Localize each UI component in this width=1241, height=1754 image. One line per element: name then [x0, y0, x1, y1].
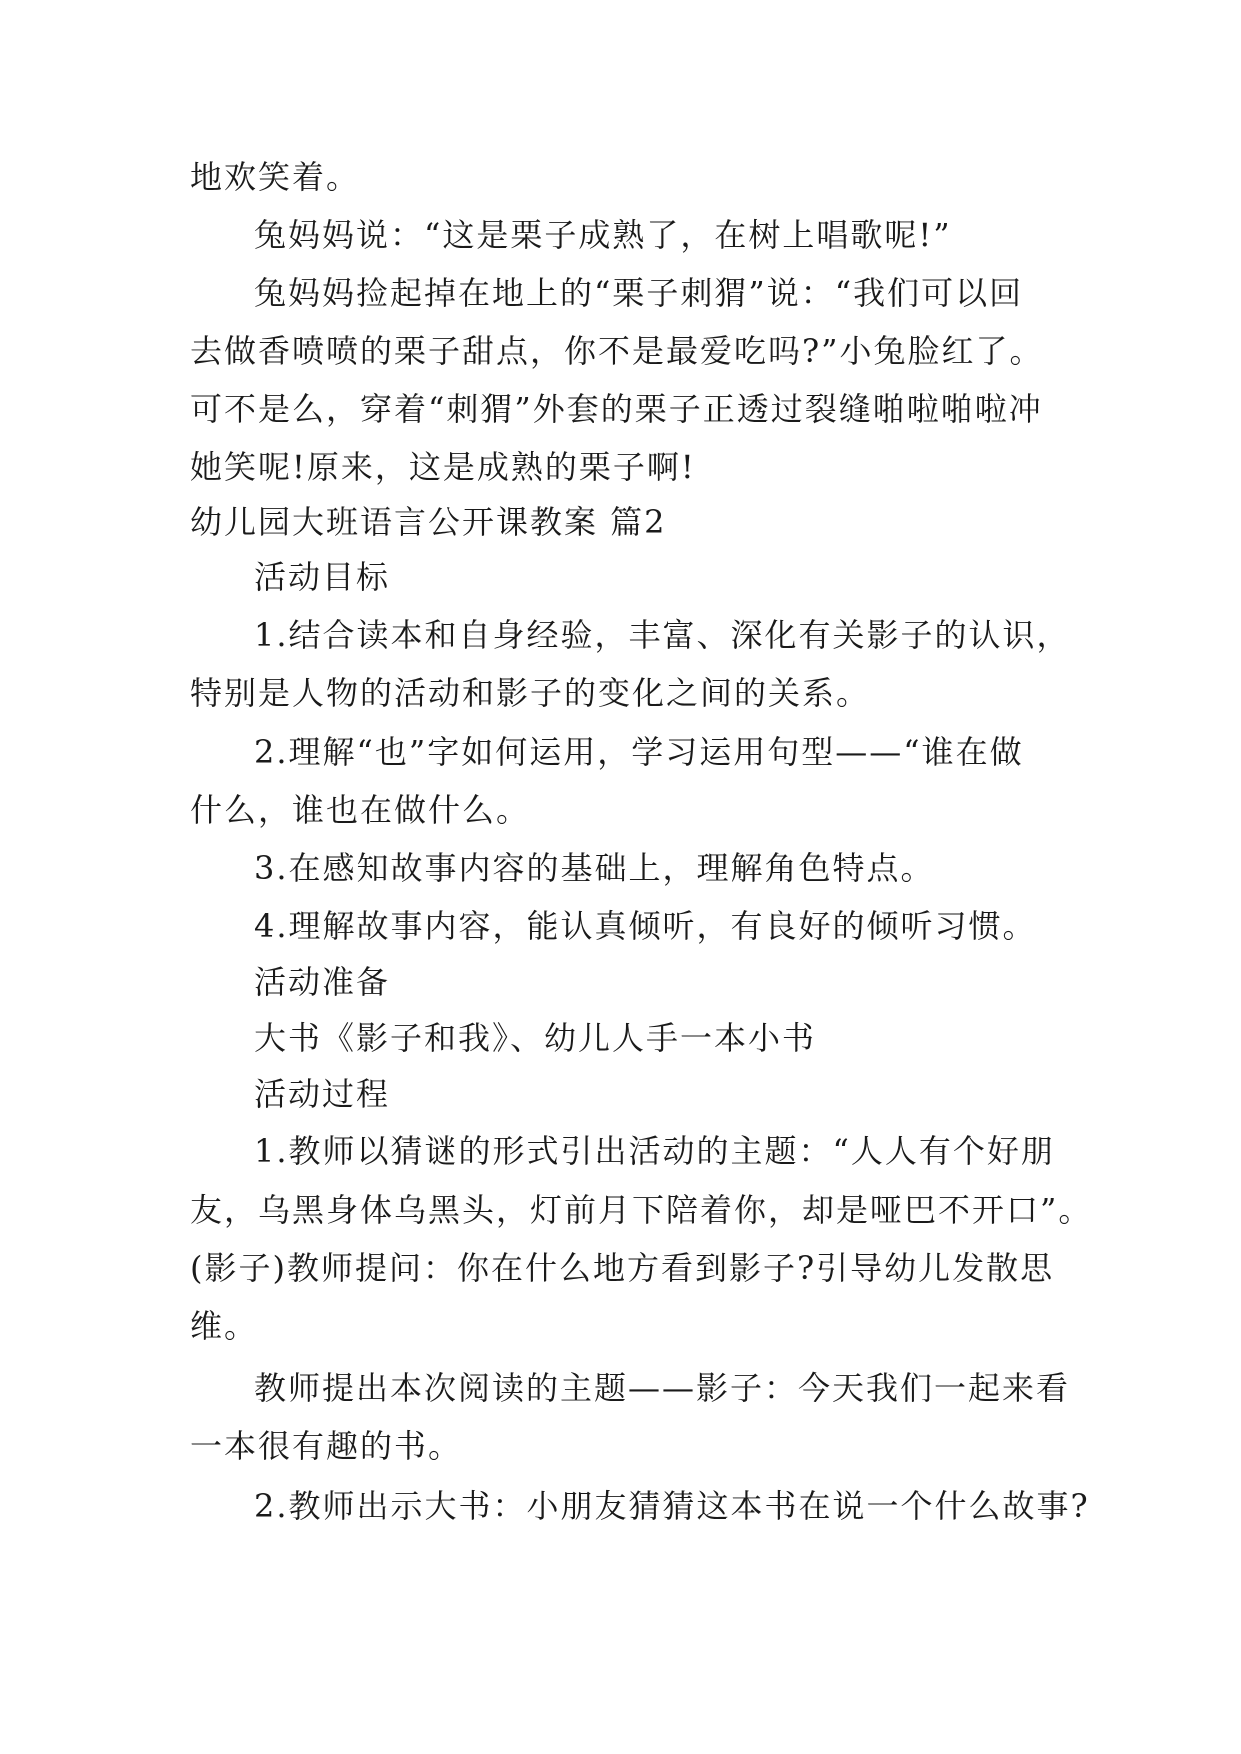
section-heading: 幼儿园大班语言公开课教案 篇2	[190, 503, 667, 541]
paragraph-line: 地欢笑着。	[190, 158, 361, 196]
paragraph-line: 特别是人物的活动和影子的变化之间的关系。	[190, 674, 871, 712]
list-item: 3.在感知故事内容的基础上，理解角色特点。	[254, 849, 935, 887]
paragraph-line: 什么，谁也在做什么。	[190, 791, 531, 829]
paragraph-line: 去做香喷喷的栗子甜点，你不是最爱吃吗?”小兔脸红了。	[190, 332, 1044, 370]
paragraph-line: 大书《影子和我》、幼儿人手一本小书	[254, 1019, 817, 1057]
paragraph-line: (影子)教师提问：你在什么地方看到影子?引导幼儿发散思	[190, 1249, 1055, 1287]
paragraph-line: 一本很有趣的书。	[190, 1427, 463, 1465]
subheading: 活动准备	[254, 963, 391, 1001]
paragraph-line: 友，乌黑身体乌黑头，灯前月下陪着你，却是哑巴不开口”。	[190, 1191, 1093, 1229]
list-item: 2.教师出示大书：小朋友猜猜这本书在说一个什么故事?	[254, 1487, 1090, 1525]
list-item: 2.理解“也”字如何运用，学习运用句型——“谁在做	[254, 733, 1024, 771]
paragraph-line: 兔妈妈捡起掉在地上的“栗子刺猬”说：“我们可以回	[254, 274, 1024, 312]
subheading: 活动目标	[254, 558, 391, 596]
list-item: 1.结合读本和自身经验，丰富、深化有关影子的认识，	[254, 616, 1071, 654]
paragraph-line: 教师提出本次阅读的主题——影子：今天我们一起来看	[254, 1369, 1071, 1407]
paragraph-line: 兔妈妈说：“这是栗子成熟了，在树上唱歌呢!”	[254, 216, 952, 254]
paragraph-line: 维。	[190, 1307, 259, 1345]
list-item: 1.教师以猜谜的形式引出活动的主题：“人人有个好朋	[254, 1132, 1055, 1170]
paragraph-line: 可不是么，穿着“刺猬”外套的栗子正透过裂缝啪啦啪啦冲	[190, 390, 1043, 428]
paragraph-line: 她笑呢!原来，这是成熟的栗子啊!	[190, 448, 696, 486]
list-item: 4.理解故事内容，能认真倾听，有良好的倾听习惯。	[254, 907, 1037, 945]
subheading: 活动过程	[254, 1075, 391, 1113]
